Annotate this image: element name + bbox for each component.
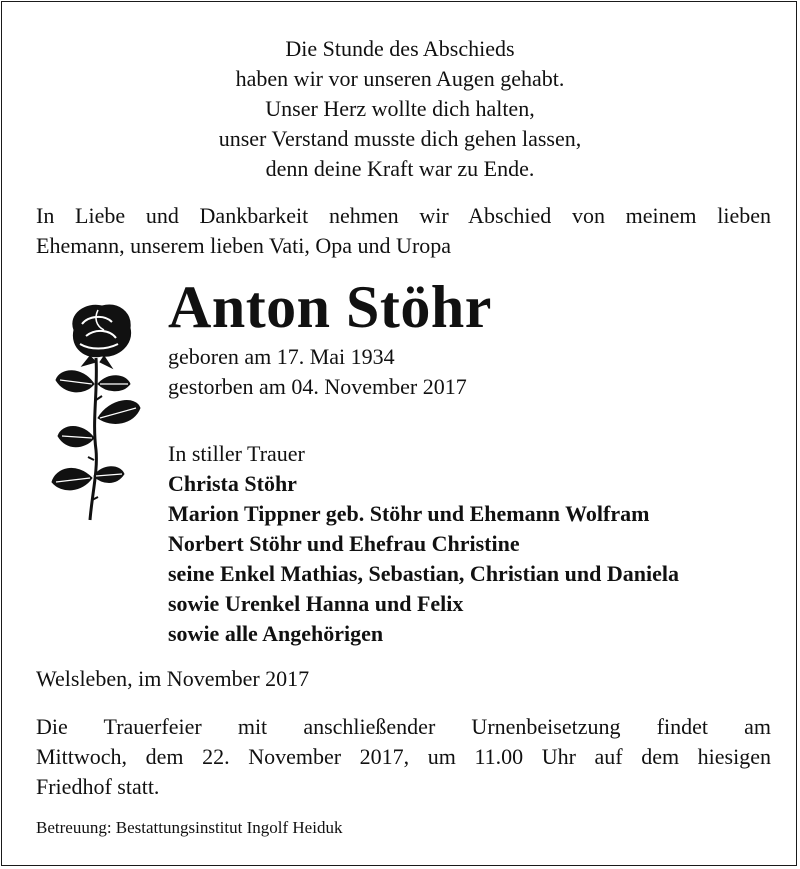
obituary-notice bbox=[1, 1, 797, 866]
funeral-info bbox=[36, 712, 771, 802]
intro-line: In Liebe und Dankbarkeit nehmen wir Abschied von meinem lieben bbox=[36, 203, 771, 228]
funeral-line: Mittwoch, dem 22. November 2017, um 11.00 Uhr auf dem hiesigen bbox=[36, 744, 771, 769]
intro-text bbox=[36, 201, 771, 261]
mourners bbox=[168, 439, 679, 649]
life-dates bbox=[168, 342, 467, 402]
poem-line: Die Stunde des Abschieds bbox=[285, 36, 515, 61]
mourners-intro: In stiller Trauer bbox=[168, 441, 305, 466]
poem-line: haben wir vor unseren Augen gehabt. bbox=[235, 66, 565, 91]
poem-line: unser Verstand musste dich gehen lassen, bbox=[218, 126, 582, 151]
mourner-line: Norbert Stöhr und Ehefrau Christine bbox=[168, 531, 520, 556]
poem bbox=[2, 34, 798, 184]
mourner-line: Marion Tippner geb. Stöhr und Ehemann Wolfram bbox=[168, 501, 650, 526]
mourner-line: seine Enkel Mathias, Sebastian, Christian und Daniela bbox=[168, 561, 679, 586]
mourner-line: sowie Urenkel Hanna und Felix bbox=[168, 591, 464, 616]
deceased-name: Anton Stöhr bbox=[168, 274, 492, 340]
death-date: gestorben am 04. November 2017 bbox=[168, 374, 467, 399]
intro-line: Ehemann, unserem lieben Vati, Opa und Uropa bbox=[36, 233, 452, 258]
place-date: Welsleben, im November 2017 bbox=[36, 666, 310, 691]
funeral-line: Friedhof statt. bbox=[36, 774, 160, 799]
mourner-line: Christa Stöhr bbox=[168, 471, 297, 496]
poem-line: denn deine Kraft war zu Ende. bbox=[265, 156, 535, 181]
funeral-line: Die Trauerfeier mit anschließender Urnenbeisetzung findet am bbox=[36, 714, 771, 739]
funeral-home-credit: Betreuung: Bestattungsinstitut Ingolf Heiduk bbox=[36, 818, 343, 837]
birth-date: geboren am 17. Mai 1934 bbox=[168, 344, 395, 369]
rose-icon bbox=[46, 300, 146, 522]
poem-line: Unser Herz wollte dich halten, bbox=[265, 96, 535, 121]
mourner-line: sowie alle Angehörigen bbox=[168, 621, 384, 646]
